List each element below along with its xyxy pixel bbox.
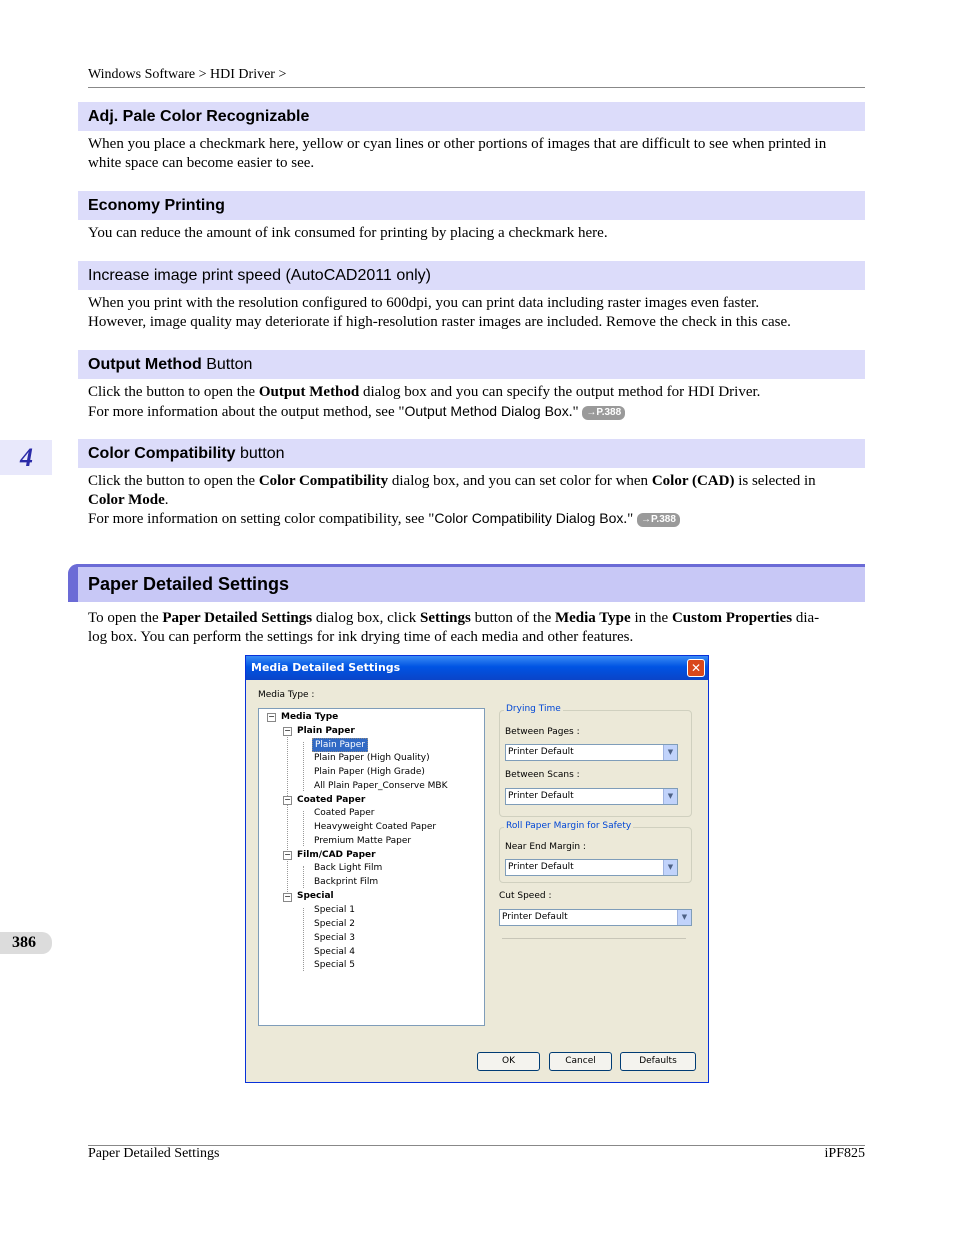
cut-speed-label: Cut Speed : (499, 891, 552, 901)
between-pages-select[interactable]: Printer Default ▼ (505, 744, 678, 761)
page-ref-badge[interactable]: →P.388 (637, 513, 680, 527)
breadcrumb: Windows Software > HDI Driver > (88, 67, 287, 82)
section-heading-output-method: Output Method Button (78, 350, 865, 379)
tree-node-item[interactable]: Premium Matte Paper (314, 836, 412, 846)
near-end-margin-select[interactable]: Printer Default ▼ (505, 859, 678, 876)
collapse-icon[interactable]: − (284, 850, 291, 859)
tree-node-item[interactable]: Plain Paper (High Grade) (314, 767, 425, 777)
chevron-down-icon: ▼ (663, 789, 677, 804)
defaults-button[interactable]: Defaults (620, 1052, 696, 1071)
tree-node-item[interactable]: Back Light Film (314, 863, 383, 873)
economy-printing-text: You can reduce the amount of ink consumed for printing by placing a checkmark here. (88, 225, 608, 241)
tree-node-item[interactable]: Coated Paper (314, 808, 375, 818)
collapse-icon[interactable]: − (284, 726, 291, 735)
media-type-tree[interactable] (258, 708, 485, 1026)
header-rule (88, 87, 865, 88)
dialog-title: Media Detailed Settings (251, 661, 401, 674)
print-speed-line-2: However, image quality may deteriorate if high-resolution raster images are included. Remove the check in this case. (88, 313, 791, 330)
tree-node-coated-paper[interactable]: Coated Paper (297, 795, 366, 805)
divider (502, 938, 686, 939)
tree-line (303, 866, 304, 888)
tree-node-item[interactable]: Special 1 (314, 905, 356, 915)
cut-speed-select[interactable]: Printer Default ▼ (499, 909, 692, 926)
collapse-icon[interactable]: − (284, 795, 291, 804)
chevron-down-icon: ▼ (663, 860, 677, 875)
collapse-icon[interactable]: − (268, 712, 275, 721)
media-detailed-settings-dialog (245, 655, 709, 1083)
between-scans-label: Between Scans : (505, 770, 580, 780)
close-icon[interactable]: ✕ (687, 659, 705, 677)
tree-node-plain-paper[interactable]: Plain Paper (297, 726, 355, 736)
tree-line (303, 908, 304, 971)
paper-detailed-line-1: To open the Paper Detailed Settings dialog box, click Settings button of the Media Type in the Custom Properties dia- (88, 610, 820, 626)
print-speed-text (88, 294, 860, 331)
tree-node-special[interactable]: Special (297, 891, 334, 901)
output-method-line-2: For more information about the output method, see "Output Method Dialog Box." →P.388 (88, 402, 860, 422)
page-number-tab: 386 (0, 932, 52, 954)
section-heading-paper-detailed-settings: Paper Detailed Settings (68, 564, 865, 602)
tree-node-item[interactable]: All Plain Paper_Conserve MBK (314, 781, 448, 791)
output-method-line-1: Click the button to open the Output Method dialog box and you can specify the output method for HDI Driver. (88, 384, 761, 400)
roll-paper-margin-group (499, 821, 692, 883)
ok-button[interactable]: OK (477, 1052, 540, 1071)
color-compatibility-text (88, 472, 860, 529)
tree-node-item[interactable]: Plain Paper (High Quality) (314, 753, 430, 763)
dialog-title-bar (246, 656, 708, 680)
paper-detailed-line-2: log box. You can perform the settings for ink drying time of each media and other features. (88, 628, 634, 645)
color-compat-line-3: For more information on setting color compatibility, see "Color Compatibility Dialog Box." →P.388 (88, 509, 860, 529)
footer-section-title: Paper Detailed Settings (88, 1146, 220, 1161)
media-type-label: Media Type : (258, 690, 315, 700)
near-end-margin-label: Near End Margin : (505, 842, 586, 852)
tree-line (303, 742, 304, 791)
tree-node-media-type[interactable]: Media Type (281, 712, 339, 722)
section-heading-print-speed: Increase image print speed (AutoCAD2011 only) (78, 261, 865, 290)
tree-node-item[interactable]: Heavyweight Coated Paper (314, 822, 437, 832)
tree-node-item[interactable]: Special 5 (314, 960, 356, 970)
drying-time-group-title: Drying Time (506, 704, 561, 714)
tree-node-item[interactable]: Special 4 (314, 947, 356, 957)
color-compat-line-2: Color Mode. (88, 491, 169, 508)
tree-node-item[interactable]: Backprint Film (314, 877, 379, 887)
collapse-icon[interactable]: − (284, 892, 291, 901)
tree-node-item[interactable]: Plain Paper (312, 738, 368, 752)
between-scans-select[interactable]: Printer Default ▼ (505, 788, 678, 805)
color-compat-line-1: Click the button to open the Color Compatibility dialog box, and you can set color for when Color (CAD) is selected in (88, 473, 816, 489)
page-ref-badge[interactable]: →P.388 (582, 406, 625, 420)
section-heading-adj-pale-color: Adj. Pale Color Recognizable (78, 102, 865, 131)
section-heading-economy-printing: Economy Printing (78, 191, 865, 220)
output-method-link[interactable]: Output Method Dialog Box (404, 402, 569, 419)
paper-detailed-text (88, 609, 860, 646)
roll-paper-margin-group-title: Roll Paper Margin for Safety (506, 821, 632, 831)
output-method-text (88, 383, 860, 421)
between-pages-label: Between Pages : (505, 727, 580, 737)
chevron-down-icon: ▼ (663, 745, 677, 760)
tree-node-item[interactable]: Special 2 (314, 919, 356, 929)
tree-line (303, 811, 304, 846)
adj-pale-color-text: When you place a checkmark here, yellow or cyan lines or other portions of images that are difficult to see when printed in white space can become easier to see. (88, 136, 827, 171)
color-compatibility-link[interactable]: Color Compatibility Dialog Box (434, 510, 624, 526)
print-speed-line-1: When you print with the resolution configured to 600dpi, you can print data including raster images even faster. (88, 295, 760, 311)
chapter-tab: 4 (0, 440, 52, 475)
tree-node-film-cad-paper[interactable]: Film/CAD Paper (297, 850, 376, 860)
section-heading-color-compatibility: Color Compatibility button (78, 439, 865, 468)
tree-node-item[interactable]: Special 3 (314, 933, 356, 943)
chevron-down-icon: ▼ (677, 910, 691, 925)
footer-model: iPF825 (824, 1146, 865, 1161)
drying-time-group (499, 704, 692, 817)
cancel-button[interactable]: Cancel (549, 1052, 612, 1071)
tree-line (287, 728, 288, 896)
